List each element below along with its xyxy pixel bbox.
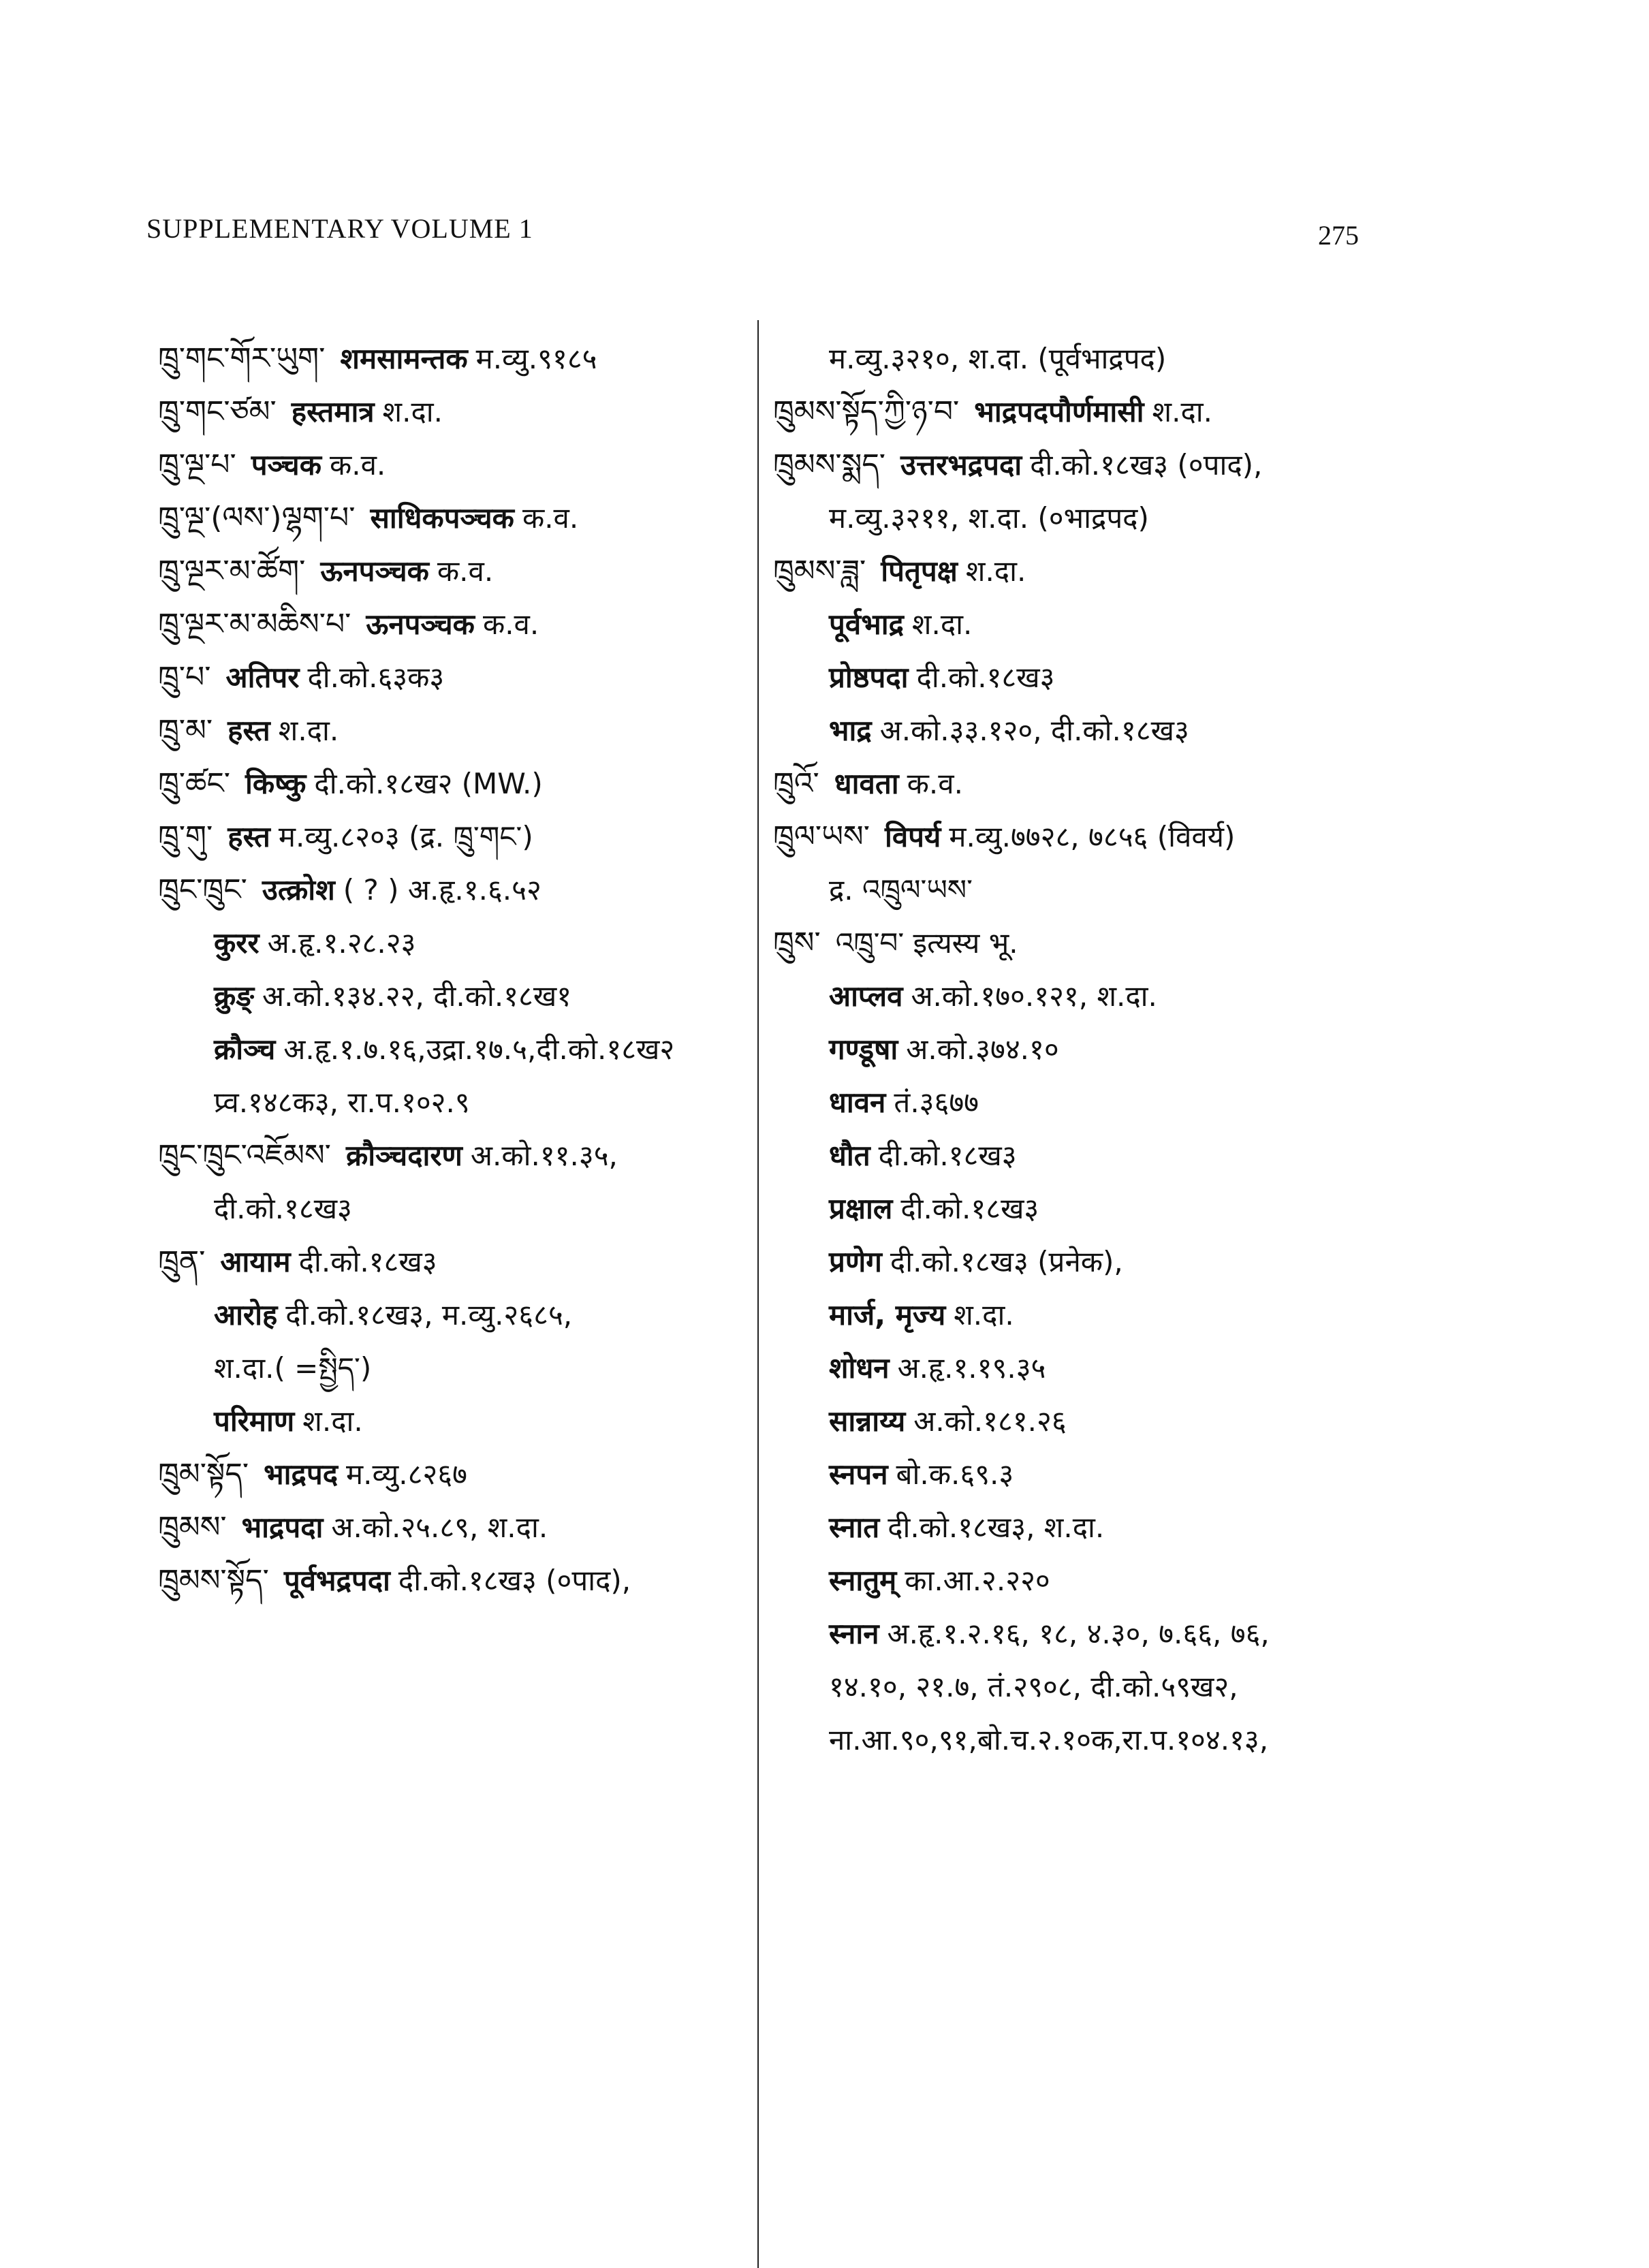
source-reference: अ.को.३३.१२०, दी.को.१८ख३ <box>879 714 1189 747</box>
sanskrit-term: उत्क्रोश <box>262 873 335 907</box>
source-reference: म.व्यु.३२१०, श.दा. (पूर्वभाद्रपद) <box>829 342 1167 375</box>
dictionary-entry-line <box>773 1289 1372 1342</box>
dictionary-entry-line <box>773 1023 1372 1076</box>
source-reference: दी.को.१८ख३ (०पाद), <box>398 1564 631 1597</box>
sanskrit-term: मार्ज, मृज्य <box>829 1298 946 1332</box>
tibetan-headword: ཁྲུམས་ <box>158 1510 227 1545</box>
dictionary-entry-line <box>773 598 1372 651</box>
dictionary-entry-line <box>158 492 757 545</box>
source-reference: दी.को.१८ख३ <box>878 1139 1017 1172</box>
source-reference: अ.हृ.१.१९.३५ <box>897 1351 1046 1385</box>
source-reference: दी.को.१८ख३ <box>298 1245 437 1278</box>
dictionary-entry-line <box>773 1129 1372 1182</box>
tibetan-headword: ཁྲུ་ལྔ་(ལས་)ལྷག་པ་ <box>158 501 356 535</box>
sanskrit-term: हस्त <box>227 820 270 853</box>
tibetan-headword: ཁྲུམ་སྟོད་ <box>158 1457 249 1492</box>
dictionary-entry-line <box>773 1076 1372 1129</box>
source-reference: श.दा. <box>965 554 1026 588</box>
dictionary-entry-line <box>773 1395 1372 1448</box>
sanskrit-term: स्नपन <box>829 1458 888 1491</box>
sanskrit-term: आरोह <box>214 1298 278 1332</box>
dictionary-entry-line <box>773 651 1372 704</box>
dictionary-entry-line <box>158 1395 757 1448</box>
sanskrit-term: गण्डूषा <box>829 1033 898 1066</box>
tibetan-headword: ཁྲུ་ལྔ་པ་ <box>158 447 236 482</box>
dictionary-entry-line <box>773 1342 1372 1395</box>
source-reference: अ.को.१७०.१२१, श.दा. <box>911 979 1157 1013</box>
source-reference: दी.को.१८ख३ <box>916 661 1055 694</box>
source-reference: ना.आ.९०,९१,बो.च.२.१०क,रा.प.१०४.१३, <box>829 1723 1269 1757</box>
sanskrit-term: आप्लव <box>829 979 903 1013</box>
tibetan-headword: ཁྲུ་ལྔར་མ་མཆིས་པ་ <box>158 607 351 642</box>
dictionary-entry-line <box>773 757 1372 810</box>
source-reference: दी.को.१८ख२ (MW.) <box>314 767 543 800</box>
tibetan-headword: ཁྲུ་གང་གོར་ཡུག་ <box>158 341 326 376</box>
sanskrit-term: परिमाण <box>214 1404 295 1438</box>
dictionary-entry-line <box>158 1289 757 1342</box>
source-reference: दी.को.६३क३ <box>307 661 445 694</box>
source-reference: ( ? ) अ.हृ.१.६.५२ <box>343 873 541 907</box>
sanskrit-term: धावता <box>834 767 899 800</box>
sanskrit-term: कुरर <box>214 926 260 960</box>
source-reference: श.दा. <box>278 714 339 747</box>
dictionary-entry-line <box>158 704 757 757</box>
sanskrit-term: शोधन <box>829 1351 890 1385</box>
dictionary-entry-line <box>773 1501 1372 1554</box>
tibetan-headword: ཁྲུ་ཚང་ <box>158 766 230 801</box>
source-reference: श.दा. <box>382 395 443 428</box>
sanskrit-term: आयाम <box>220 1245 291 1278</box>
sanskrit-term: धावन <box>829 1086 886 1119</box>
source-reference: म.व्यु.७७२८, ७८५६ (विवर्य) <box>949 820 1236 853</box>
dictionary-entry-line <box>158 757 757 810</box>
dictionary-entry-line <box>773 810 1372 864</box>
sanskrit-term: प्रोष्ठपदा <box>829 661 909 694</box>
tibetan-headword: ཁྲུམས་སྟོད་ཀྱི་ཉ་བ་ <box>773 394 960 429</box>
dictionary-entry-line <box>773 1182 1372 1235</box>
source-reference: दी.को.१८ख३ <box>900 1192 1039 1225</box>
source-reference: अ.हृ.१.७.१६,उद्रा.१७.५,दी.को.१८ख२ <box>283 1033 675 1066</box>
sanskrit-term: ऊनपञ्चक <box>320 554 429 588</box>
sanskrit-term: हस्तमात्र <box>291 395 375 428</box>
source-reference: क.व. <box>907 767 963 800</box>
column-divider <box>757 320 759 2268</box>
source-reference: क.व. <box>482 608 539 641</box>
dictionary-entry-line <box>773 439 1372 492</box>
tibetan-headword: ཁྲུམས་སྟོད་ <box>158 1563 269 1598</box>
sanskrit-term: सान्नाय्य <box>829 1404 906 1438</box>
source-reference: दी.को.१८ख३ (प्रनेक), <box>890 1245 1123 1278</box>
sanskrit-term: पूर्वभद्रपदा <box>283 1564 390 1597</box>
source-reference: म.व्यु.९१८५ <box>475 342 597 375</box>
source-reference: अ.को.१३४.२२, दी.को.१८ख१ <box>262 979 572 1013</box>
source-reference: द्र. འཁྲུལ་ཡས་ <box>829 873 973 907</box>
dictionary-entry-line <box>773 704 1372 757</box>
dictionary-entry-line <box>773 1660 1372 1714</box>
dictionary-entry-line <box>158 1342 757 1395</box>
sanskrit-term: प्रणेग <box>829 1245 882 1278</box>
dictionary-entry-line <box>773 917 1372 970</box>
dictionary-entry-line <box>158 917 757 970</box>
sanskrit-term: स्नात <box>829 1511 880 1544</box>
left-column <box>158 332 757 1607</box>
sanskrit-term: क्रुङ् <box>214 979 255 1013</box>
source-reference: प्र्व.१४८क३, रा.प.१०२.९ <box>214 1086 470 1119</box>
source-reference: श.दा. <box>954 1298 1014 1332</box>
sanskrit-term: क्रौञ्च <box>214 1033 276 1066</box>
tibetan-headword: ཁྲུ་གུ་ <box>158 819 213 854</box>
sanskrit-term: स्नातुम् <box>829 1564 897 1597</box>
right-column <box>773 332 1372 1767</box>
dictionary-entry-line <box>773 332 1372 385</box>
source-reference: म.व्यु.८२६७ <box>346 1458 467 1491</box>
source-reference: འཁྲུ་བ་ इत्यस्य भू. <box>835 926 1018 960</box>
sanskrit-term: पितृपक्ष <box>881 554 958 588</box>
source-reference: अ.को.११.३५, <box>470 1139 618 1172</box>
source-reference: क.व. <box>329 448 386 482</box>
sanskrit-term: भाद्रपदपौर्णमासी <box>974 395 1144 428</box>
tibetan-headword: ཁྲུ་མ་ <box>158 713 213 748</box>
dictionary-entry-line <box>158 598 757 651</box>
sanskrit-term: साधिकपञ्चक <box>370 501 514 535</box>
dictionary-entry-line <box>158 439 757 492</box>
source-reference: तं.३६७७ <box>894 1086 979 1119</box>
source-reference: दी.को.१८ख३ <box>214 1192 352 1225</box>
source-reference: क.व. <box>522 501 579 535</box>
source-reference: का.आ.२.२२० <box>905 1564 1050 1597</box>
tibetan-headword: ཁྲུམས་སྨད་ <box>773 447 886 482</box>
source-reference: क.व. <box>437 554 494 588</box>
sanskrit-term: भाद्रपद <box>264 1458 339 1491</box>
dictionary-entry-line <box>158 810 757 864</box>
sanskrit-term: भाद्र <box>829 714 872 747</box>
tibetan-headword: ཁྲུན་ <box>158 1244 206 1279</box>
dictionary-entry-line <box>158 1023 757 1076</box>
dictionary-entry-line <box>158 651 757 704</box>
sanskrit-term: विपर्य <box>884 820 941 853</box>
dictionary-entry-line <box>158 332 757 385</box>
tibetan-headword: ཁྲུ་གང་ཙམ་ <box>158 394 277 429</box>
dictionary-entry-line <box>158 970 757 1023</box>
source-reference: अ.हृ.१.२.१६, १८, ४.३०, ७.६६, ७६, <box>887 1617 1270 1650</box>
source-reference: १४.१०, २१.७, तं.२९०८, दी.को.५९ख२, <box>829 1670 1238 1703</box>
source-reference: म.व्यु.३२११, श.दा. (०भाद्रपद) <box>829 501 1149 535</box>
dictionary-entry-line <box>158 1129 757 1182</box>
sanskrit-term: अतिपर <box>225 661 300 694</box>
sanskrit-term: भाद्रपदा <box>241 1511 324 1544</box>
dictionary-entry-line <box>773 1448 1372 1501</box>
source-reference: अ.को.१८१.२६ <box>913 1404 1067 1438</box>
sanskrit-term: उत्तरभद्रपदा <box>900 448 1022 482</box>
source-reference: श.दा.( =སྤྱིད་) <box>214 1351 372 1385</box>
dictionary-entry-line <box>773 1607 1372 1660</box>
source-reference: दी.को.१८ख३, म.व्यु.२६८५, <box>285 1298 573 1332</box>
sanskrit-term: पञ्चक <box>251 448 321 482</box>
tibetan-headword: ཁྲུས་ <box>773 926 821 960</box>
tibetan-headword: ཁྲུམས་ཟླ་ <box>773 554 866 588</box>
dictionary-entry-line <box>158 1235 757 1289</box>
sanskrit-term: प्रक्षाल <box>829 1192 893 1225</box>
dictionary-entry-line <box>158 545 757 598</box>
dictionary-entry-line <box>158 1076 757 1129</box>
source-reference: श.दा. <box>302 1404 363 1438</box>
dictionary-entry-line <box>773 970 1372 1023</box>
dictionary-entry-line <box>773 385 1372 439</box>
dictionary-entry-line <box>773 545 1372 598</box>
dictionary-entry-line <box>158 1182 757 1235</box>
dictionary-entry-line <box>773 864 1372 917</box>
sanskrit-term: किष्कु <box>245 767 307 800</box>
source-reference: दी.को.१८ख३ (०पाद), <box>1030 448 1263 482</box>
dictionary-entry-line <box>158 385 757 439</box>
source-reference: श.दा. <box>911 608 973 641</box>
sanskrit-term: क्रौञ्चदारण <box>345 1139 462 1172</box>
sanskrit-term: धौत <box>829 1139 870 1172</box>
dictionary-entry-line <box>773 492 1372 545</box>
dictionary-entry-line <box>773 1554 1372 1607</box>
tibetan-headword: ཁྲུལ་ཡས་ <box>773 819 870 854</box>
tibetan-headword: ཁྲུ་པ་ <box>158 660 211 695</box>
tibetan-headword: ཁྲུ་ལྔར་མ་ཚོག་ <box>158 554 306 588</box>
sanskrit-term: पूर्वभाद्र <box>829 608 904 641</box>
tibetan-headword: ཁྲུང་ཁྲུང་ <box>158 872 247 907</box>
sanskrit-term: हस्त <box>227 714 270 747</box>
dictionary-entry-line <box>158 1554 757 1607</box>
source-reference: अ.को.३७४.१० <box>906 1033 1059 1066</box>
page-number: 275 <box>1318 220 1359 251</box>
tibetan-headword: ཁྲུང་ཁྲུང་འཇོམས་ <box>158 1138 331 1173</box>
source-reference: म.व्यु.८२०३ (द्र. ཁྲུ་གང་) <box>278 820 533 853</box>
source-reference: दी.को.१८ख३, श.दा. <box>888 1511 1105 1544</box>
sanskrit-term: ऊनपञ्चक <box>366 608 475 641</box>
source-reference: बो.क.६९.३ <box>896 1458 1014 1491</box>
dictionary-entry-line <box>773 1235 1372 1289</box>
dictionary-entry-line <box>773 1714 1372 1767</box>
tibetan-headword: ཁྲུའོ་ <box>773 766 819 801</box>
source-reference: अ.हृ.१.२८.२३ <box>267 926 416 960</box>
dictionary-entry-line <box>158 864 757 917</box>
source-reference: अ.को.२५.८९, श.दा. <box>331 1511 548 1544</box>
source-reference: श.दा. <box>1152 395 1212 428</box>
sanskrit-term: शमसामन्तक <box>340 342 468 375</box>
dictionary-entry-line <box>158 1448 757 1501</box>
running-title: SUPPLEMENTARY VOLUME 1 <box>146 213 533 244</box>
sanskrit-term: स्नान <box>829 1617 879 1650</box>
dictionary-entry-line <box>158 1501 757 1554</box>
